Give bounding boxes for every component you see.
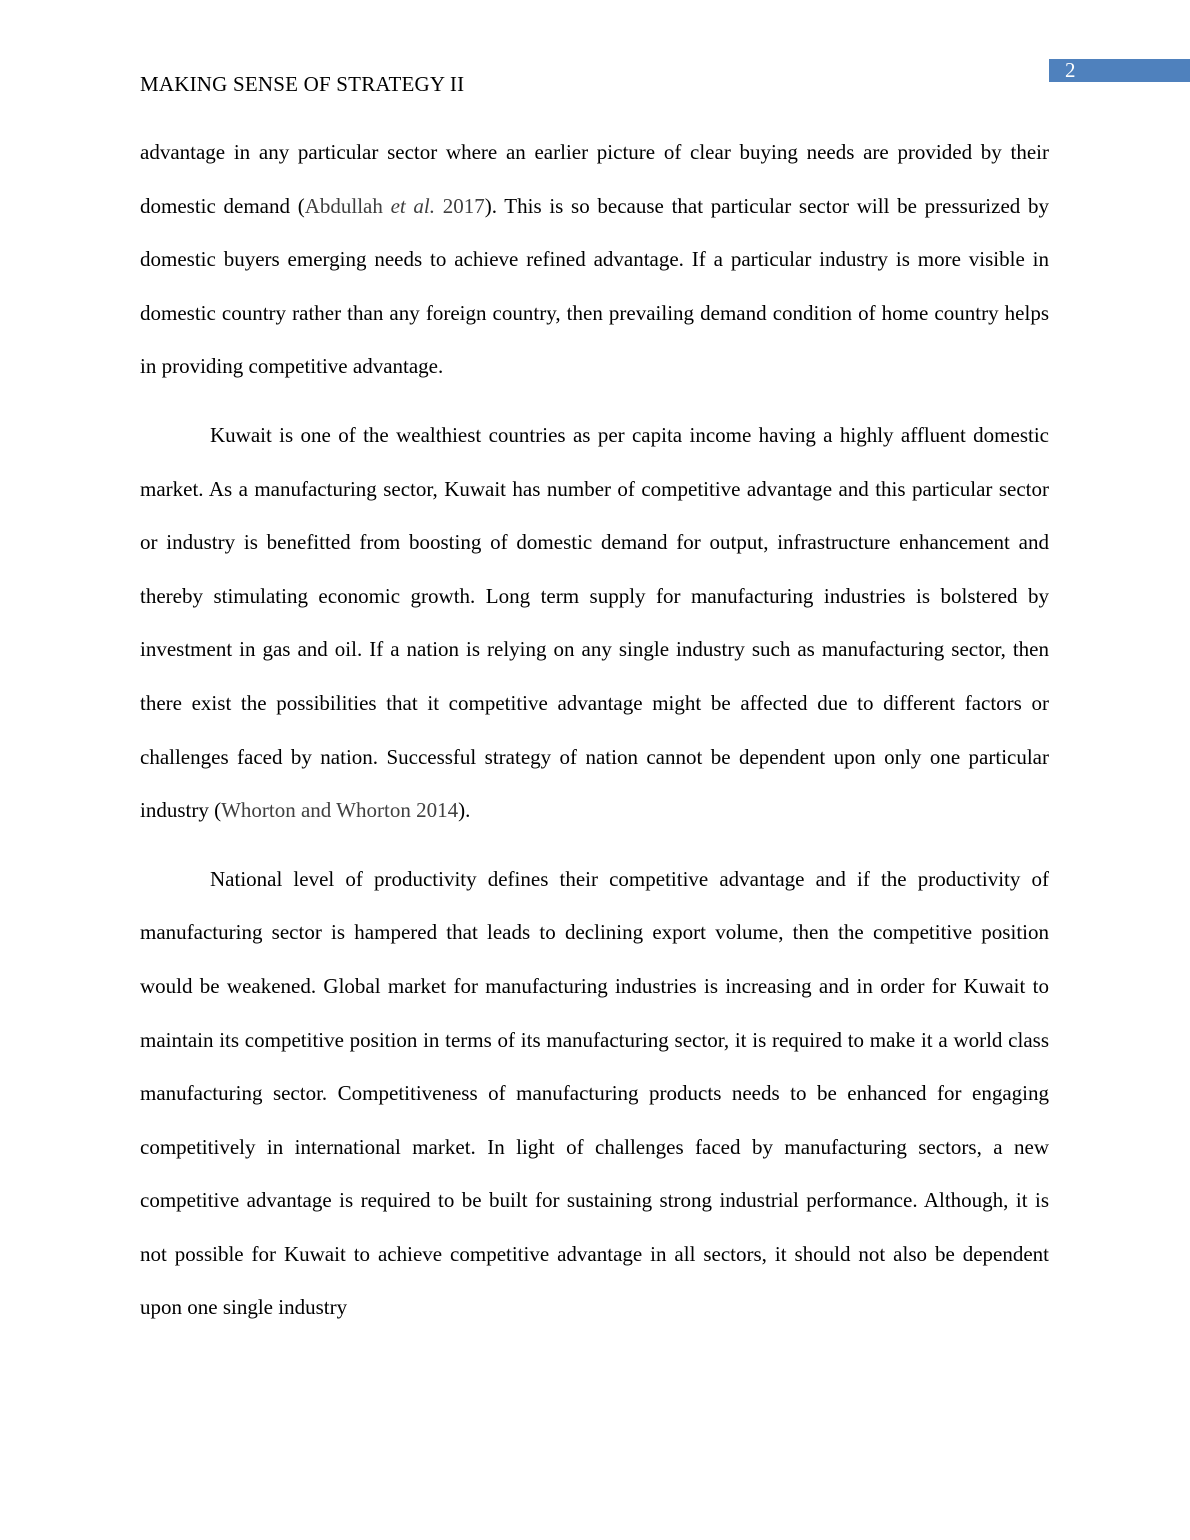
citation-author: Abdullah — [304, 193, 391, 218]
citation-abdullah — [305, 194, 485, 218]
paragraph-1-text-end: ). This is so because that particular sector will be pressurized by domestic buyers emerging needs to achieve refined advantage. If a particular industry is more visible in domestic country rather than any foreign country, then prevailing demand condition of home country helps in providing competitive advantage. — [140, 193, 1049, 379]
citation-whorton: Whorton and Whorton 2014 — [221, 798, 459, 823]
running-head: MAKING SENSE OF STRATEGY II — [140, 72, 465, 96]
paragraph-3-text: National level of productivity defines their competitive advantage and if the productivity of manufacturing sector is hampered that leads to declining export volume, then the competitive position would be weakened. Global market for manufacturing industries is increasing and in order for Kuwait to maintain its competitive position in terms of its manufacturing sector, it is required to make it a world class manufacturing sector. Competitiveness of manufacturing products needs to be enhanced for engaging competitively in international market. In light of challenges faced by manufacturing sectors, a new competitive advantage is required to be built for sustaining strong industrial performance. Although, it is not possible for Kuwait to achieve competitive advantage in all sectors, it should not also be dependent upon one single industry — [140, 866, 1049, 1320]
citation-year: 2017 — [435, 193, 485, 218]
paragraph-1 — [140, 126, 1049, 394]
document-body — [140, 126, 1049, 1350]
page-number: 2 — [1065, 58, 1076, 82]
paragraph-1-text-start: advantage in any particular sector where an earlier picture of clear buying needs are provided by their domestic demand ( — [140, 140, 1049, 218]
paragraph-3 — [140, 853, 1049, 1335]
paragraph-2-text-end: ). — [458, 798, 471, 823]
paragraph-2 — [140, 409, 1049, 838]
citation-et-al: et al. — [390, 193, 436, 218]
paragraph-2-text: Kuwait is one of the wealthiest countries as per capita income having a highly affluent domestic market. As a manufacturing sector, Kuwait has number of competitive advantage and this particular sector or industry is benefitted from boosting of domestic demand for output, infrastructure enhancement and thereby stimulating economic growth. Long term supply for manufacturing industries is bolstered by investment in gas and oil. If a nation is relying on any single industry such as manufacturing sector, then there exist the possibilities that it competitive advantage might be affected due to different factors or challenges faced by nation. Successful strategy of nation cannot be dependent upon only one particular industry ( — [140, 422, 1049, 823]
